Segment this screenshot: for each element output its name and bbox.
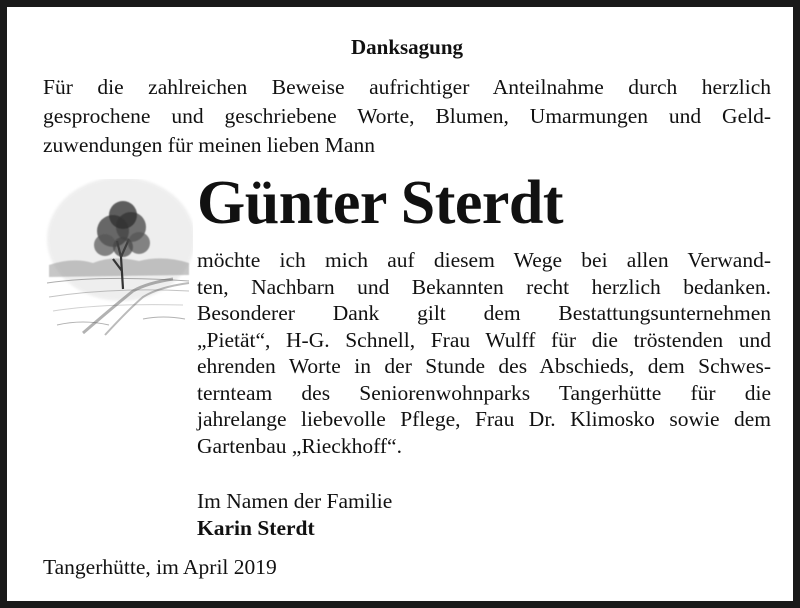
thanks-line: Gartenbau „Rieckhoff“. (197, 433, 402, 458)
notice-heading: Danksagung (350, 35, 464, 59)
thanks-line: ternteam des Seniorenwohnparks Tangerhütte für die (197, 380, 771, 405)
signer-name: Karin Sterdt (197, 516, 315, 540)
thanks-line: Besonderer Dank gilt dem Bestattungsunternehmen (197, 301, 771, 325)
closing-line: Im Namen der Familie (197, 489, 393, 513)
place-date: Tangerhütte, im April 2019 (43, 555, 277, 579)
thanks-paragraph (197, 247, 771, 459)
closing-block (197, 488, 392, 542)
thanks-line: jahrelange liebevolle Pflege, Frau Dr. Klimosko sowie dem (197, 407, 771, 431)
intro-line: zuwendungen für meinen lieben Mann (43, 133, 375, 157)
intro-paragraph (43, 73, 771, 160)
intro-line: gesprochene und geschriebene Worte, Blumen, Umarmungen und Geld- (43, 104, 771, 128)
deceased-name: Günter Sterdt (197, 169, 564, 237)
thanks-line: möchte ich mich auf diesem Wege bei allen Verwand- (197, 248, 771, 272)
intro-line: Für die zahlreichen Beweise aufrichtiger Anteilnahme durch herzlich (43, 75, 771, 99)
tree-landscape-icon (43, 179, 193, 337)
thanks-line: ehrenden Worte in der Stunde des Abschieds, dem Schwes- (197, 354, 771, 378)
thanks-line: ten, Nachbarn und Bekannten recht herzlich bedanken. (197, 274, 771, 299)
thanks-line: „Pietät“, H-G. Schnell, Frau Wulff für die tröstenden und (197, 327, 771, 352)
